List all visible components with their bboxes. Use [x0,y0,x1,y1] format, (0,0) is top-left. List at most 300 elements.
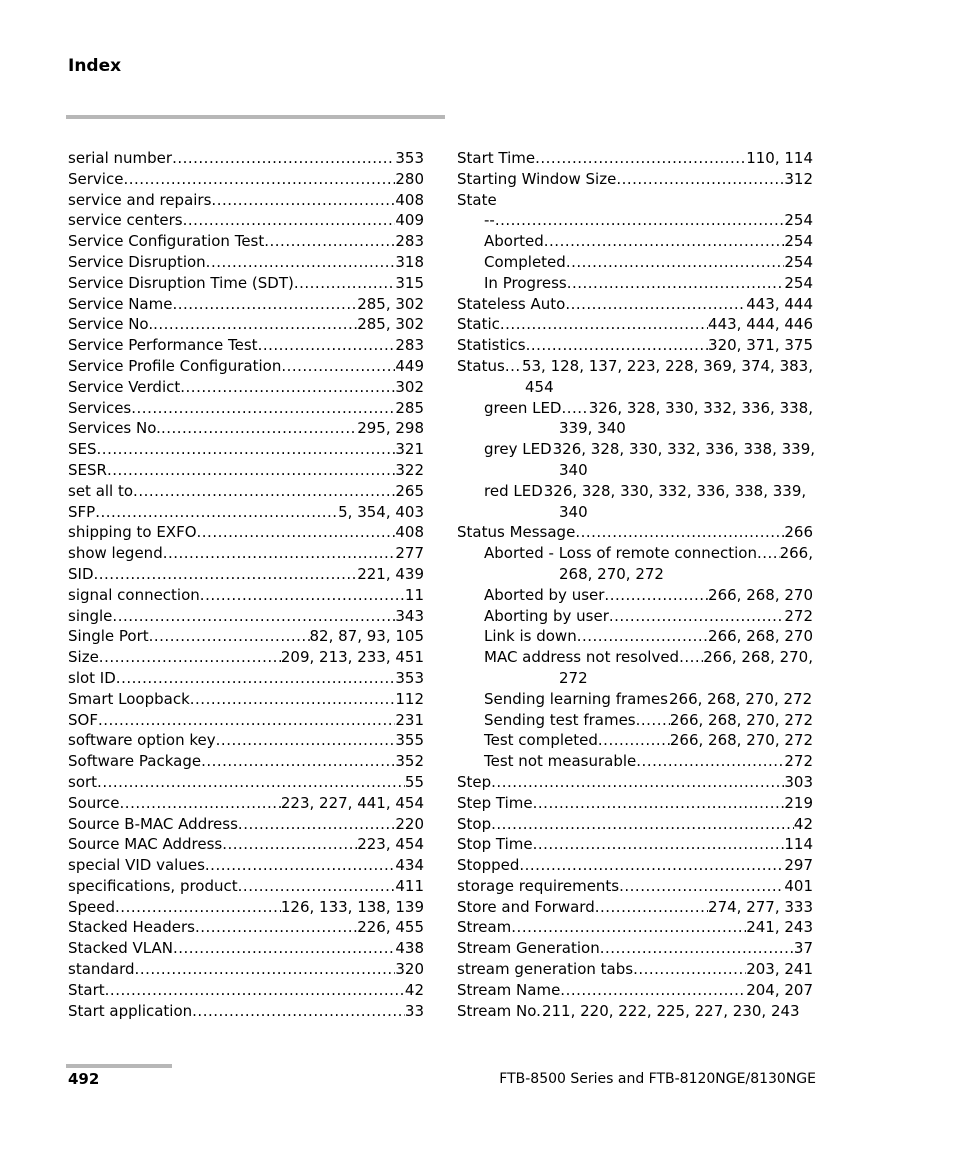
index-term: Stateless Auto [457,294,566,313]
index-entry [484,231,813,252]
index-entry [68,730,424,751]
index-term: Store and Forward [457,897,595,916]
index-pages: 303 [784,772,813,791]
index-entry [68,418,424,439]
index-entry [68,314,424,335]
index-pages: 322 [395,460,424,479]
dot-leader [595,897,708,918]
index-entry [68,855,424,876]
index-pages: 266, 268, 270 [708,585,813,604]
index-term: Stream Generation [457,939,600,958]
index-pages: 320, 371, 375 [708,336,813,355]
index-term: Smart Loopback [68,689,190,708]
index-pages: 272 [784,606,813,625]
index-entry [68,190,424,211]
dot-leader [172,148,395,169]
dot-leader [206,252,396,273]
index-entry [68,564,424,585]
index-term: software option key [68,731,216,750]
index-term: Stream Name [457,980,561,999]
index-pages: 449 [395,356,424,375]
index-term: SFP [68,502,96,521]
index-entry [484,252,813,273]
index-pages: 326, 328, 330, 332, 336, 338, 339, [543,481,807,500]
dot-leader [294,273,396,294]
dot-leader [183,210,396,231]
index-entry [484,543,813,585]
index-entry [68,543,424,564]
dot-leader [97,439,396,460]
index-term: Statistics [457,336,526,355]
dot-leader [216,730,396,751]
index-term: Stream [457,918,512,937]
index-term: -- [484,211,495,230]
index-pages: 315 [395,273,424,292]
index-term: Aborted by user [484,585,605,604]
index-entry [68,356,424,377]
index-term: storage requirements [457,876,620,895]
index-pages: 297 [784,856,813,875]
dot-leader [281,356,395,377]
index-entry [484,585,813,606]
index-pages: 409 [395,211,424,230]
dot-leader [577,626,708,647]
index-pages: 254 [784,232,813,251]
index-term: Service Configuration Test [68,232,265,251]
index-entry [68,502,424,523]
index-term: Service [68,169,124,188]
index-pages: 114 [784,835,813,854]
index-pages: 283 [395,232,424,251]
index-entry [68,606,424,627]
index-term: service and repairs [68,190,212,209]
index-entry [484,689,813,710]
index-entry [457,1001,813,1022]
dot-leader [533,793,785,814]
dot-leader [575,522,784,543]
dot-leader [495,210,785,231]
index-term: Source MAC Address [68,835,223,854]
index-entry [68,626,424,647]
index-term: serial number [68,149,173,167]
index-entry [68,834,424,855]
index-entry [68,252,424,273]
index-term: signal connection [68,585,200,604]
index-pages: 11 [404,585,424,604]
index-pages: 219 [784,793,813,812]
index-pages: 272 [784,752,813,771]
dot-leader [161,418,357,439]
index-term: Stopped [457,856,520,875]
dot-leader [238,814,395,835]
index-term: special VID values [68,856,205,875]
index-entry [68,980,424,1001]
dot-leader [511,917,746,938]
dot-leader [123,169,395,190]
index-pages: 266, [779,544,813,563]
index-term: stream generation tabs [457,960,634,979]
dot-leader [116,668,396,689]
dot-leader [211,190,395,211]
index-term: State [457,190,497,209]
index-term: MAC address not resolved [484,648,680,667]
index-pages: 266, 268, 270 [708,627,813,646]
index-entry [68,689,424,710]
index-pages: 352 [395,752,424,771]
index-term: Stop Time [457,835,533,854]
index-entry [68,273,424,294]
dot-leader [535,148,746,169]
index-pages: 37 [793,939,813,958]
index-entry [68,210,424,231]
index-pages: 82, 87, 93, 105 [309,627,424,646]
index-pages: 318 [395,252,424,271]
index-term: Service No. [68,315,154,334]
index-term: Static [457,315,500,334]
dot-leader [600,938,794,959]
index-pages: 443, 444 [746,294,813,313]
index-pages: 42 [404,980,424,999]
index-pages: 42 [793,814,813,833]
index-pages: 401 [784,876,813,895]
index-entry [68,585,424,606]
dot-leader [619,876,784,897]
index-pages: 110, 114 [746,149,813,167]
index-entry [68,668,424,689]
index-term: Service Profile Configuration [68,356,282,375]
index-pages: 254 [784,273,813,292]
index-pages: 283 [395,336,424,355]
dot-leader [567,273,785,294]
dot-leader [180,377,395,398]
index-term: green LED [484,398,562,417]
index-entry [68,294,424,315]
index-term: grey LED [484,440,552,459]
index-pages: 285 [395,398,424,417]
dot-leader [95,502,338,523]
index-pages-continued: 454 [525,377,554,396]
dot-leader [238,876,396,897]
dot-leader [491,772,784,793]
index-entry [68,439,424,460]
index-term: show legend [68,544,163,563]
dot-leader [98,710,395,731]
index-term: Status [457,356,505,375]
dot-leader [533,834,785,855]
index-term: Single Port [68,627,149,646]
index-entry [68,876,424,897]
index-pages: 326, 328, 330, 332, 336, 338, [588,398,813,417]
dot-leader [500,314,708,335]
dot-leader [192,1001,405,1022]
index-term: Services No. [68,419,161,438]
index-column-right [457,148,816,1021]
index-entry [68,481,424,502]
index-entry [68,647,424,668]
index-pages: 312 [784,169,813,188]
index-pages: 408 [395,190,424,209]
dot-leader [205,855,395,876]
dot-leader [135,959,396,980]
index-pages: 438 [395,939,424,958]
dot-leader [264,231,395,252]
index-term: red LED [484,481,543,500]
index-term: Test completed [484,731,598,750]
index-pages: 266, 268, 270, [703,648,813,667]
index-pages: 266 [784,523,813,542]
index-term: Completed [484,252,566,271]
dot-leader [105,980,405,1001]
index-pages: 265 [395,481,424,500]
index-term: Status Message [457,523,576,542]
index-term: Service Verdict [68,377,181,396]
index-term: Source [68,793,120,812]
index-entry [68,169,424,190]
index-entry [68,772,424,793]
index-term: Test not measurable [484,752,637,771]
index-pages: 266, 268, 270, 272 [669,689,813,708]
index-pages: 33 [404,1001,424,1020]
index-column-left [68,148,424,1021]
index-entry [457,897,813,918]
dot-leader [679,647,703,668]
index-pages: 434 [395,856,424,875]
footer-rule [66,1064,172,1068]
index-term: Service Name [68,294,173,313]
dot-leader [133,481,395,502]
dot-leader [190,689,396,710]
index-pages: 231 [395,710,424,729]
index-entry [457,959,813,980]
index-term: Aborted - Loss of remote connection [484,544,757,563]
index-entry [457,980,813,1001]
dot-leader [201,751,395,772]
index-term: Aborted [484,232,544,251]
index-entry [457,917,813,938]
index-entry [457,294,813,315]
index-pages: 353 [395,668,424,687]
index-pages: 321 [395,440,424,459]
index-entry [457,335,813,356]
index-pages: 254 [784,211,813,230]
index-term: sort [68,772,98,791]
dot-leader [99,647,281,668]
page-number: 492 [68,1070,100,1088]
dot-leader [94,564,358,585]
index-entry [457,793,813,814]
index-term: shipping to EXFO [68,523,197,542]
dot-leader [258,335,396,356]
index-entry [68,959,424,980]
index-term: SID [68,564,94,583]
page-title: Index [68,56,122,76]
index-entry [484,647,813,689]
index-pages: 285, 302 [357,315,424,334]
index-pages: 211, 220, 222, 225, 227, 230, 243 [541,1001,800,1020]
index-pages: 280 [395,169,424,188]
dot-leader [115,897,281,918]
index-term: single [68,606,113,625]
index-entry [484,730,813,751]
index-pages: 223, 227, 441, 454 [280,793,424,812]
index-term: In Progress [484,273,567,292]
index-entry [68,814,424,835]
index-pages: 295, 298 [357,419,424,438]
dot-leader [172,294,357,315]
index-entry [457,814,813,835]
index-pages-continued: 272 [559,668,588,687]
index-term: Start [68,980,105,999]
index-entry [457,876,813,897]
dot-leader [195,917,357,938]
index-term: SES [68,440,97,459]
index-entry [457,356,813,398]
dot-leader [609,606,785,627]
index-entry [68,897,424,918]
dot-leader [163,543,396,564]
index-pages: 343 [395,606,424,625]
index-term: Services [68,398,132,417]
index-pages-continued: 340 [559,460,588,479]
index-pages: 241, 243 [746,918,813,937]
index-entry [68,1001,424,1022]
index-pages: 220 [395,814,424,833]
index-pages: 274, 277, 333 [708,897,813,916]
index-entry [457,834,813,855]
dot-leader [153,314,357,335]
index-term: set all to [68,481,134,500]
index-term: Start Time [457,149,536,167]
index-entry [68,793,424,814]
index-pages: 55 [404,772,424,791]
dot-leader [561,398,588,419]
index-term: Link is down [484,627,577,646]
dot-leader [560,980,746,1001]
index-pages: 5, 354, 403 [338,502,424,521]
index-term: SESR [68,460,107,479]
index-entry [484,439,816,481]
index-entry [68,460,424,481]
index-pages: 320 [395,960,424,979]
index-term: Stacked VLAN [68,939,173,958]
index-pages-continued: 339, 340 [559,419,626,438]
index-pages: 285, 302 [357,294,424,313]
index-pages-continued: 268, 270, 272 [559,564,664,583]
index-entry [68,522,424,543]
index-entry [484,273,813,294]
index-entry [68,148,424,169]
index-entry [484,606,813,627]
dot-leader [565,294,746,315]
index-entry [484,751,813,772]
index-pages-continued: 340 [559,502,588,521]
dot-leader [173,938,395,959]
index-pages: 408 [395,523,424,542]
index-term: SOF [68,710,98,729]
index-term: Source B-MAC Address [68,814,238,833]
index-pages: 277 [395,544,424,563]
index-pages: 411 [395,876,424,895]
index-entry [484,398,813,440]
index-term: Sending learning frames [484,689,668,708]
dot-leader [131,398,395,419]
index-pages: 266, 268, 270, 272 [669,731,813,750]
index-pages: 353 [395,149,424,167]
index-term: Aborting by user [484,606,609,625]
index-entry [457,522,813,543]
index-pages: 226, 455 [357,918,424,937]
index-term: Size [68,648,99,667]
dot-leader [636,710,670,731]
dot-leader [97,772,405,793]
index-entry [457,148,813,169]
index-pages: 209, 213, 233, 451 [280,648,424,667]
index-entry [457,169,813,190]
index-entry [457,938,813,959]
index-term: Sending test frames [484,710,636,729]
dot-leader [200,585,405,606]
index-term: Speed [68,897,116,916]
index-entry [457,772,813,793]
index-entry [68,710,424,731]
dot-leader [757,543,780,564]
dot-leader [604,585,708,606]
index-entry [68,231,424,252]
index-pages: 443, 444, 446 [708,315,813,334]
index-term: Stop [457,814,492,833]
index-term: specifications, product [68,876,238,895]
index-entry [484,710,813,731]
index-entry [484,481,813,523]
index-pages: 355 [395,731,424,750]
index-entry [484,210,813,231]
index-entry [68,377,424,398]
index-pages: 112 [395,689,424,708]
index-entry [68,751,424,772]
index-term: service centers [68,211,183,230]
index-entry [484,626,813,647]
index-term: Stacked Headers [68,918,195,937]
index-pages: 221, 439 [357,564,424,583]
index-entry [68,917,424,938]
dot-leader [544,231,785,252]
dot-leader [633,959,746,980]
index-pages: 203, 241 [746,960,813,979]
dot-leader [197,522,396,543]
index-term: Service Disruption Time (SDT) [68,273,294,292]
index-pages: 223, 454 [357,835,424,854]
index-pages: 302 [395,377,424,396]
dot-leader [120,793,281,814]
dot-leader [222,834,357,855]
index-term: Step [457,772,492,791]
book-title: FTB-8500 Series and FTB-8120NGE/8130NGE [499,1071,816,1087]
index-entry [68,398,424,419]
index-term: slot ID [68,668,116,687]
dot-leader [519,855,784,876]
index-entry [457,855,813,876]
index-term: Step Time [457,793,533,812]
index-entry [457,190,813,211]
dot-leader [566,252,785,273]
dot-leader [616,169,784,190]
dot-leader [505,356,522,377]
dot-leader [112,606,395,627]
dot-leader [636,751,784,772]
header-rule [66,115,445,119]
index-pages: 126, 133, 138, 139 [280,897,424,916]
index-pages: 266, 268, 270, 272 [669,710,813,729]
